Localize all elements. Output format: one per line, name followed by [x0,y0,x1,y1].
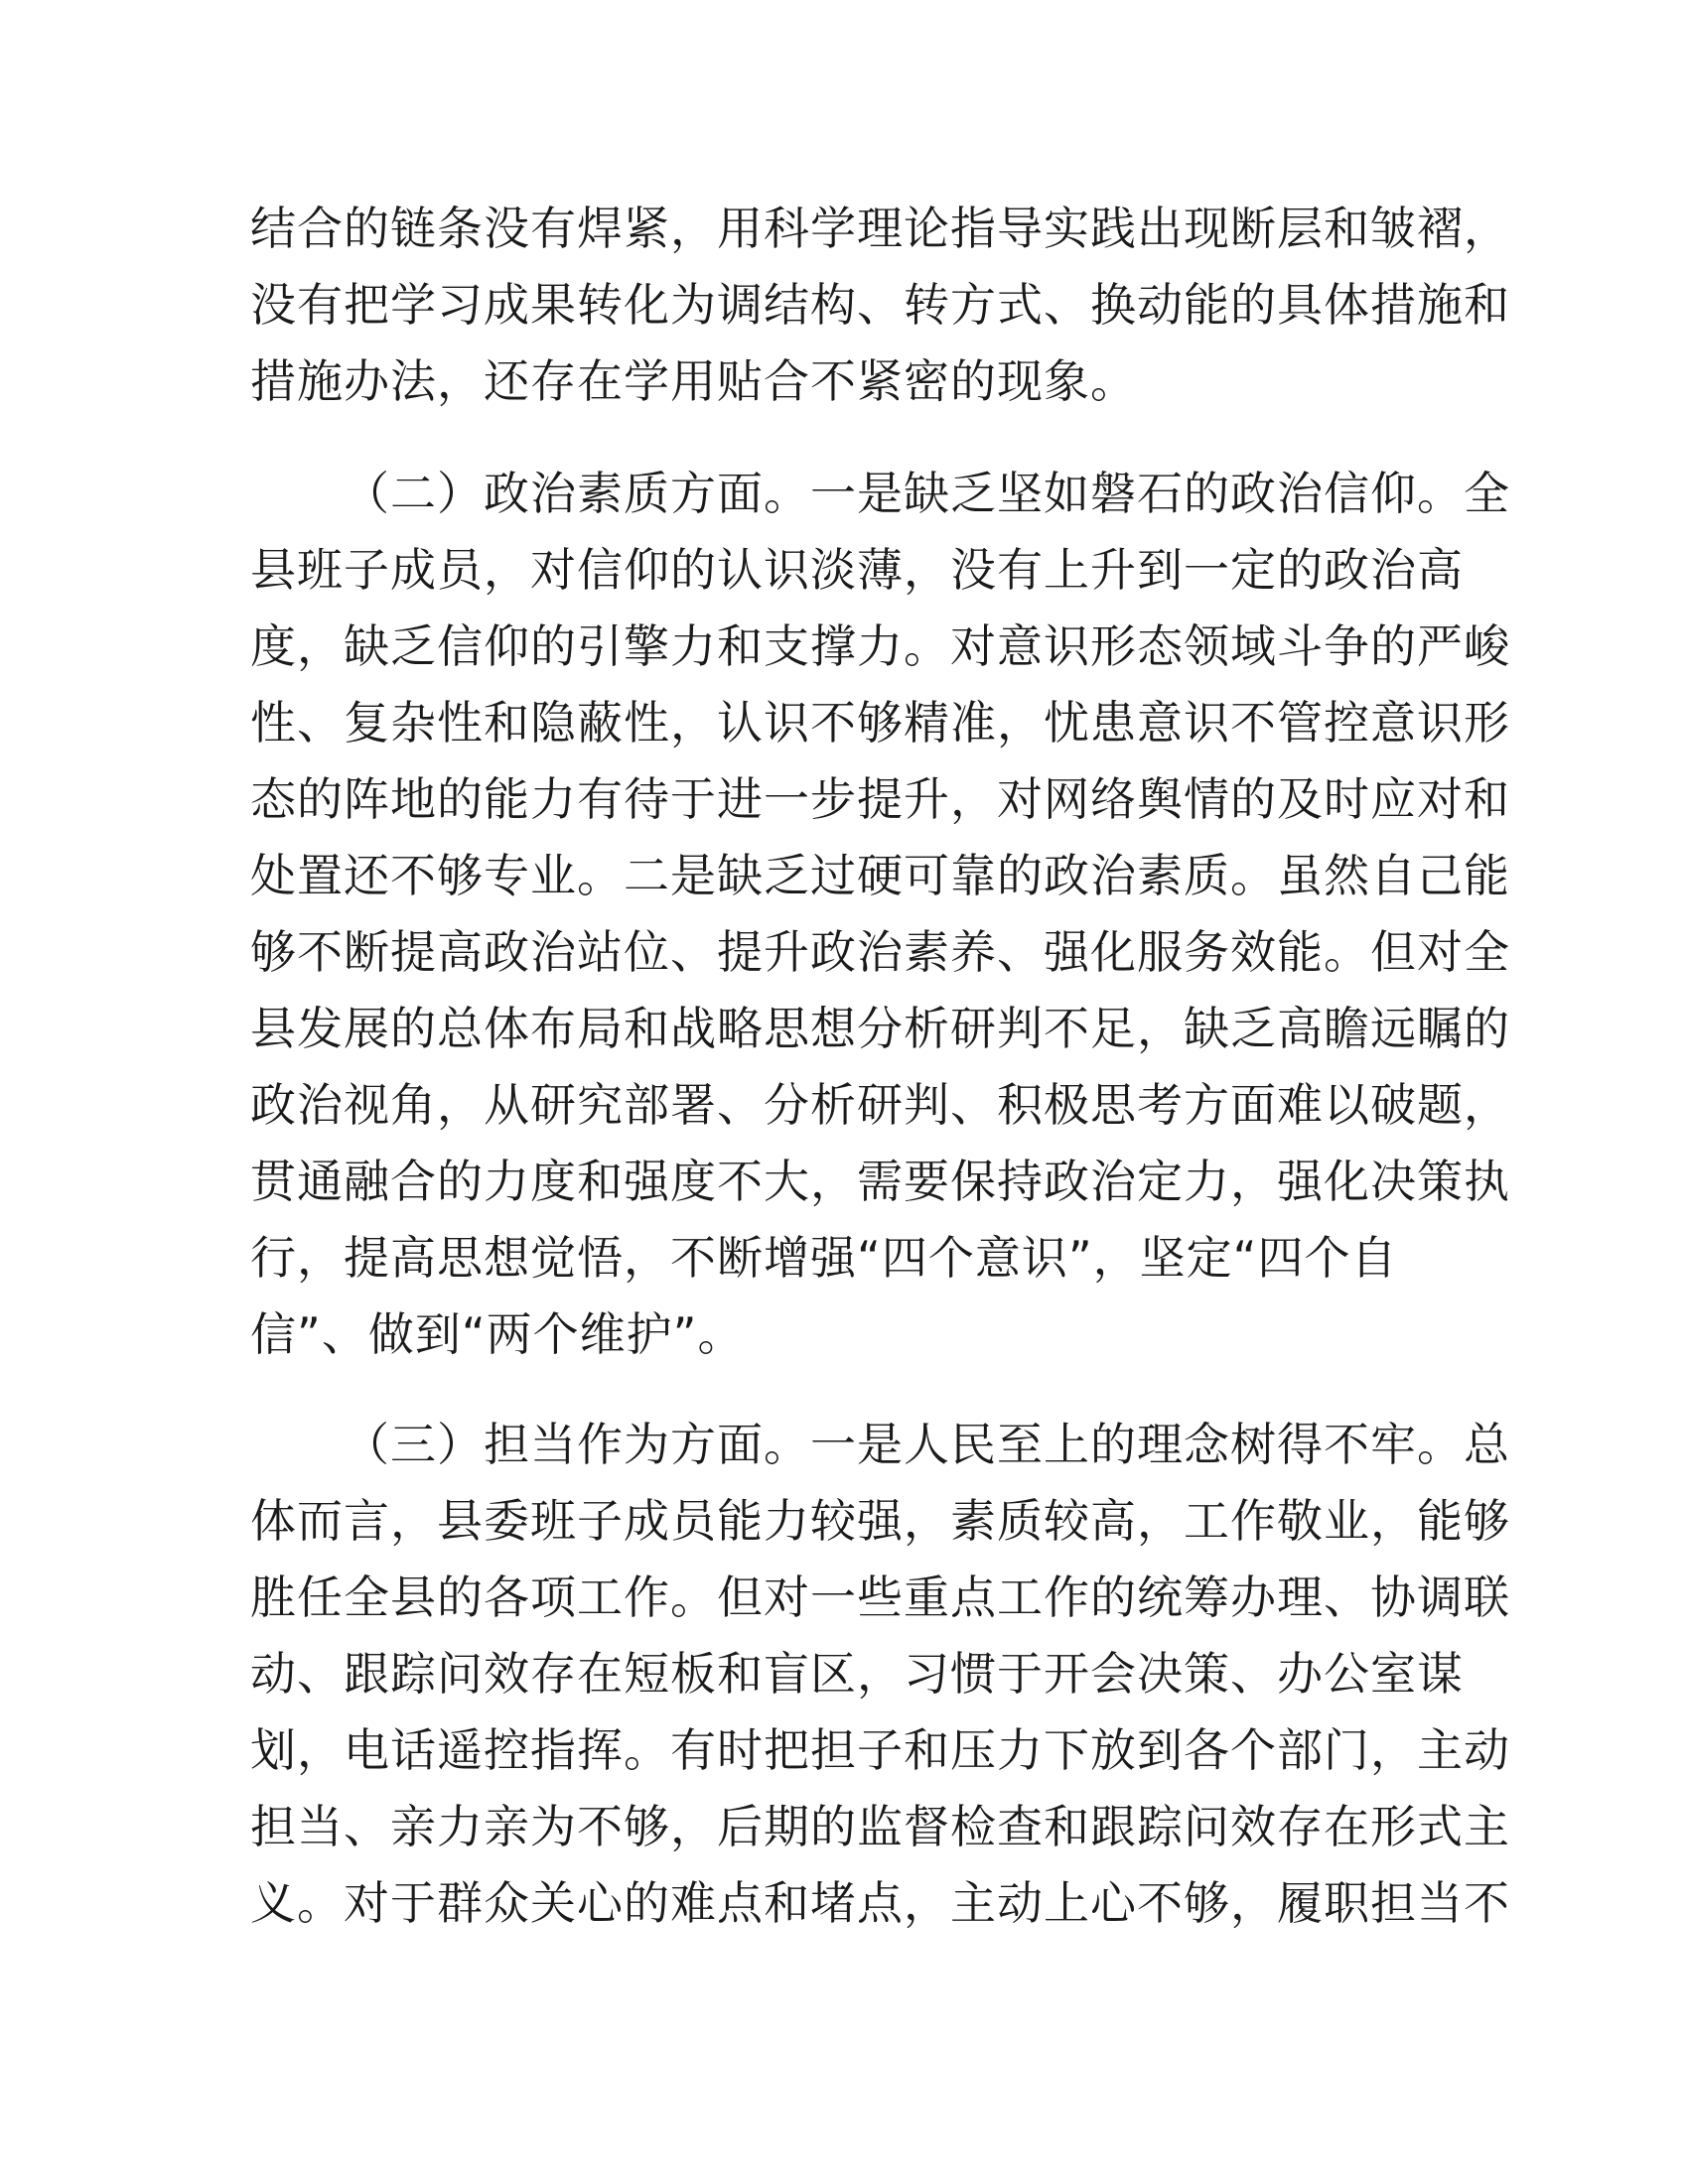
paragraph-line: 度，缺乏信仰的引擎力和支撑力。对意识形态领域斗争的严峻 [250,619,1510,673]
paragraph-line: 县班子成员，对信仰的认识淡薄，没有上升到一定的政治高 [250,543,1464,597]
paragraph-line: 政治视角，从研究部署、分析研判、积极思考方面难以破题， [250,1078,1510,1132]
paragraph-line: 结合的链条没有焊紧，用科学理论指导实践出现断层和皱褶， [250,202,1510,255]
paragraph-line: 动、跟踪问效存在短板和盲区，习惯于开会决策、办公室谋 [250,1647,1464,1701]
paragraph-line: 处置还不够专业。二是缺乏过硬可靠的政治素质。虽然自己能 [250,849,1510,902]
paragraph-line: 担当、亲力亲为不够，后期的监督检查和跟踪问效存在形式主 [250,1800,1510,1853]
paragraph-line: 性、复杂性和隐蔽性，认识不够精准，忧患意识不管控意识形 [250,696,1510,750]
paragraph-line: 行，提高思想觉悟，不断增强“四个意识”，坚定“四个自 [250,1231,1398,1285]
paragraph-line: 义。对于群众关心的难点和堵点，主动上心不够，履职担当不 [250,1876,1510,1930]
paragraph-line: 体而言，县委班子成员能力较强，素质较高，工作敬业，能够 [250,1494,1510,1548]
paragraph-2 [250,456,1510,1373]
paragraph-line: 信”、做到“两个维护”。 [250,1307,745,1361]
paragraph-line: 县发展的总体布局和战略思想分析研判不足，缺乏高瞻远瞩的 [250,1002,1510,1055]
paragraph-3 [250,1407,1510,1942]
paragraph-line: 划，电话遥控指挥。有时把担子和压力下放到各个部门，主动 [250,1723,1510,1777]
paragraph-line: 态的阵地的能力有待于进一步提升，对网络舆情的及时应对和 [250,772,1510,826]
paragraph-heading-line: （二）政治素质方面。一是缺乏坚如磐石的政治信仰。全 [344,467,1510,520]
paragraph-1 [250,191,1510,420]
paragraph-line: 够不断提高政治站位、提升政治素养、强化服务效能。但对全 [250,925,1510,979]
paragraph-heading-line: （三）担当作为方面。一是人民至上的理念树得不牢。总 [344,1418,1510,1471]
paragraph-line: 没有把学习成果转化为调结构、转方式、换动能的具体措施和 [250,278,1510,332]
paragraph-line: 贯通融合的力度和强度不大，需要保持政治定力，强化决策执 [250,1155,1510,1208]
paragraph-line: 胜任全县的各项工作。但对一些重点工作的统筹办理、协调联 [250,1570,1510,1624]
paragraph-line: 措施办法，还存在学用贴合不紧密的现象。 [250,354,1137,408]
